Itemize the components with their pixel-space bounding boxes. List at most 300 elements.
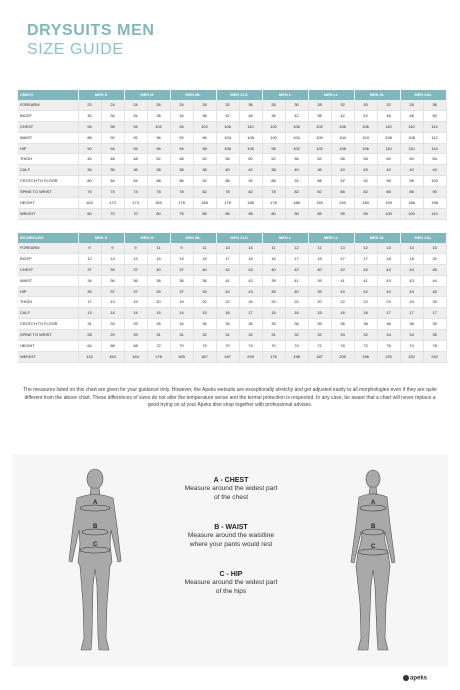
table-cell: 96	[147, 132, 170, 143]
table-cell: 74	[193, 341, 216, 352]
table-cell: 56	[354, 154, 377, 165]
table-cell: 42	[285, 264, 308, 275]
table-cell: 42	[354, 110, 377, 121]
table-cell: 42	[216, 286, 239, 297]
table-cell: 31	[262, 330, 285, 341]
table-cell: 74	[285, 341, 308, 352]
table-cell: 102	[285, 143, 308, 154]
table-cell: 24	[170, 100, 193, 110]
table-cell: 34	[170, 319, 193, 330]
table-cell: 14	[170, 308, 193, 319]
size-column-header: MEN ML	[170, 233, 216, 243]
table-cell: 20	[193, 297, 216, 308]
table-cell: 40	[193, 264, 216, 275]
table-cell: 14	[400, 243, 423, 253]
table-cell: 94	[170, 121, 193, 132]
table-cell: 17	[239, 308, 262, 319]
table-cell: 43	[377, 275, 400, 286]
row-label: THIGH	[18, 297, 78, 308]
size-column-header: MEN M	[124, 233, 170, 243]
table-cell: 80	[147, 208, 170, 219]
table-cell: 30	[78, 110, 101, 121]
table-cell: 38	[193, 110, 216, 121]
table-cell: 43	[377, 264, 400, 275]
table-cell: 94	[124, 121, 147, 132]
row-label: CROTCH TO FLOOR	[18, 319, 78, 330]
table-cell: 35	[308, 319, 331, 330]
row-label: HEIGHT	[18, 341, 78, 352]
table-cell: 98	[262, 143, 285, 154]
size-column-header: MEN XLS	[216, 233, 262, 243]
table-row	[18, 208, 446, 219]
table-cell: 104	[285, 132, 308, 143]
table-cell: 70	[262, 341, 285, 352]
table-cell: 19	[170, 297, 193, 308]
table-cell: 32	[216, 100, 239, 110]
table-row	[18, 165, 446, 176]
table-cell: 102	[308, 121, 331, 132]
table-cell: 40	[331, 286, 354, 297]
table-cell: 17	[354, 253, 377, 264]
table-cell: 64	[78, 341, 101, 352]
table-cell: 96	[377, 176, 400, 187]
table-cell: 60	[78, 208, 101, 219]
table-corner-label: INCHES/LBS	[18, 233, 78, 243]
table-cell: 17	[78, 297, 101, 308]
row-label: HEIGHT	[18, 198, 78, 209]
table-cell: 36	[170, 275, 193, 286]
row-label: WAIST	[18, 275, 78, 286]
table-cell: 15	[423, 243, 446, 253]
table-cell: 18	[377, 253, 400, 264]
table-cell: 34	[377, 330, 400, 341]
table-cell: 82	[239, 187, 262, 198]
table-cell: 9	[78, 243, 101, 253]
measure-hip-desc-1: Measure around the widest part	[184, 579, 278, 586]
table-cell: 15	[193, 308, 216, 319]
table-cell: 74	[400, 341, 423, 352]
table-cell: 106	[354, 143, 377, 154]
table-cell: 36	[423, 100, 446, 110]
table-cell: 92	[354, 176, 377, 187]
table-cell: 108	[239, 132, 262, 143]
table-cell: 26	[147, 100, 170, 110]
table-cell: 86	[170, 176, 193, 187]
table-cell: 13	[331, 243, 354, 253]
table-row	[18, 308, 446, 319]
table-cell: 16	[285, 308, 308, 319]
table-cell: 110	[377, 143, 400, 154]
table-cell: 40	[216, 165, 239, 176]
table-cell: 82	[193, 187, 216, 198]
table-cell: 209	[331, 351, 354, 362]
table-cell: 29	[124, 330, 147, 341]
table-cell: 16	[216, 308, 239, 319]
table-cell: 84	[124, 176, 147, 187]
table-cell: 56	[285, 154, 308, 165]
table-cell: 17	[423, 308, 446, 319]
table-cell: 85	[216, 208, 239, 219]
table-cell: 32	[331, 100, 354, 110]
table-cell: 48	[124, 154, 147, 165]
measure-hip-desc-2: of the hips	[215, 587, 247, 595]
table-cell: 13	[78, 308, 101, 319]
table-cell: 24	[101, 100, 124, 110]
table-cell: 30	[285, 100, 308, 110]
table-cell: 9	[101, 243, 124, 253]
inches-size-table	[18, 233, 447, 363]
table-cell: 60	[400, 154, 423, 165]
table-row	[18, 286, 446, 297]
table-cell: 15	[262, 308, 285, 319]
table-cell: 95	[331, 208, 354, 219]
table-cell: 74	[101, 187, 124, 198]
table-cell: 36	[239, 319, 262, 330]
table-row	[18, 121, 446, 132]
size-column-header: MEN ML	[170, 90, 216, 100]
table-cell: 114	[423, 121, 446, 132]
table-cell: 22	[331, 297, 354, 308]
size-column-header: MEN XXL	[400, 90, 446, 100]
table-cell: 50	[423, 110, 446, 121]
table-cell: 36	[239, 100, 262, 110]
table-cell: 36	[124, 275, 147, 286]
table-cell: 92	[124, 132, 147, 143]
table-cell: 41	[216, 275, 239, 286]
measure-waist	[161, 523, 301, 549]
table-cell: 198	[285, 351, 308, 362]
table-cell: 36	[331, 319, 354, 330]
table-cell: 36	[285, 319, 308, 330]
table-row	[18, 187, 446, 198]
table-row	[18, 110, 446, 121]
logo-mark-icon	[403, 675, 409, 681]
table-cell: 92	[285, 176, 308, 187]
table-cell: 35	[423, 330, 446, 341]
table-cell: 75	[170, 208, 193, 219]
table-cell: 187	[308, 351, 331, 362]
table-cell: 41	[331, 275, 354, 286]
table-cell: 106	[331, 143, 354, 154]
size-column-header: MEN S	[78, 233, 124, 243]
table-cell: 33	[101, 319, 124, 330]
table-cell: 154	[101, 351, 124, 362]
size-column-header: MEN XL	[354, 233, 400, 243]
table-cell: 34	[170, 110, 193, 121]
table-cell: 183	[147, 198, 170, 209]
table-cell: 43	[239, 264, 262, 275]
table-cell: 44	[423, 165, 446, 176]
row-label: THIGH	[18, 154, 78, 165]
row-label: WAIST	[18, 132, 78, 143]
table-cell: 86	[78, 132, 101, 143]
table-row	[18, 351, 446, 362]
table-cell: 220	[400, 351, 423, 362]
table-cell: 13	[170, 253, 193, 264]
table-cell: 178	[262, 198, 285, 209]
row-label: CALF	[18, 165, 78, 176]
table-cell: 43	[377, 286, 400, 297]
table-cell: 31	[216, 330, 239, 341]
table-cell: 242	[423, 351, 446, 362]
table-row	[18, 198, 446, 209]
table-cell: 102	[193, 121, 216, 132]
table-cell: 38	[262, 110, 285, 121]
table-cell: 45	[423, 286, 446, 297]
table-cell: 30	[354, 100, 377, 110]
logo-text: apeks	[410, 675, 428, 682]
table-cell: 112	[423, 132, 446, 143]
table-cell: 43	[239, 275, 262, 286]
table-cell: 104	[331, 132, 354, 143]
table-cell: 42	[331, 264, 354, 275]
table-cell: 178	[170, 198, 193, 209]
table-cell: 68	[101, 341, 124, 352]
table-cell: 56	[331, 154, 354, 165]
table-cell: 64	[423, 154, 446, 165]
table-cell: 39	[262, 275, 285, 286]
table-cell: 98	[101, 121, 124, 132]
table-cell: 38	[377, 319, 400, 330]
table-cell: 38	[400, 319, 423, 330]
table-cell: 38	[147, 165, 170, 176]
measure-waist-desc-1: Measure around the waistline	[187, 532, 275, 539]
table-cell: 44	[78, 154, 101, 165]
page-title: DRYSUITS MEN	[27, 22, 155, 39]
table-cell: 39	[308, 286, 331, 297]
table-cell: 173	[124, 198, 147, 209]
table-cell: 46	[400, 110, 423, 121]
table-cell: 90	[285, 208, 308, 219]
male-label-c: C	[93, 542, 98, 548]
table-cell: 70	[216, 341, 239, 352]
table-cell: 163	[78, 198, 101, 209]
table-cell: 110	[423, 208, 446, 219]
row-label: CHEST	[18, 121, 78, 132]
table-cell: 38	[308, 110, 331, 121]
table-cell: 11	[262, 243, 285, 253]
table-cell: 90	[354, 208, 377, 219]
male-label-b: B	[93, 524, 98, 530]
table-cell: 60	[377, 154, 400, 165]
table-cell: 39	[262, 286, 285, 297]
table-cell: 32	[354, 330, 377, 341]
table-cell: 34	[124, 110, 147, 121]
table-cell: 106	[285, 121, 308, 132]
female-label-b: B	[371, 524, 376, 530]
table-cell: 88	[147, 176, 170, 187]
table-cell: 74	[124, 187, 147, 198]
table-cell: 13	[377, 243, 400, 253]
table-cell: 76	[78, 187, 101, 198]
table-row	[18, 143, 446, 154]
table-cell: 88	[262, 176, 285, 187]
table-cell: 20	[262, 297, 285, 308]
table-cell: 188	[193, 198, 216, 209]
table-cell: 84	[101, 176, 124, 187]
table-cell: 18	[239, 253, 262, 264]
table-cell: 52	[193, 154, 216, 165]
table-cell: 32	[239, 330, 262, 341]
table-cell: 14	[239, 243, 262, 253]
table-row	[18, 176, 446, 187]
table-cell: 34	[78, 275, 101, 286]
table-cell: 132	[78, 351, 101, 362]
table-cell: 92	[193, 176, 216, 187]
table-cell: 12	[285, 243, 308, 253]
table-cell: 37	[101, 286, 124, 297]
table-cell: 11	[308, 243, 331, 253]
table-cell: 16	[354, 308, 377, 319]
table-cell: 40	[354, 165, 377, 176]
size-column-header: MEN XLS	[216, 90, 262, 100]
table-cell: 20	[423, 253, 446, 264]
table-cell: 37	[78, 264, 101, 275]
table-cell: 110	[239, 121, 262, 132]
apeks-logo	[403, 675, 427, 682]
table-cell: 15	[308, 253, 331, 264]
table-cell: 100	[308, 132, 331, 143]
table-cell: 13	[216, 243, 239, 253]
row-label: BICEP	[18, 110, 78, 121]
table-cell: 36	[170, 165, 193, 176]
table-cell: 96	[193, 132, 216, 143]
table-cell: 86	[400, 187, 423, 198]
table-cell: 22	[216, 297, 239, 308]
measure-hip	[161, 570, 301, 596]
measure-chest	[161, 476, 301, 502]
table-cell: 178	[216, 198, 239, 209]
table-cell: 42	[354, 286, 377, 297]
table-cell: 17	[377, 308, 400, 319]
table-cell: 18	[400, 253, 423, 264]
table-cell: 173	[101, 198, 124, 209]
table-cell: 94	[78, 121, 101, 132]
table-cell: 183	[308, 198, 331, 209]
male-label-a: A	[93, 500, 98, 506]
table-cell: 187	[216, 351, 239, 362]
table-cell: 41	[354, 275, 377, 286]
table-cell: 74	[239, 341, 262, 352]
table-cell: 96	[400, 176, 423, 187]
size-column-header: MEN L	[262, 233, 308, 243]
measure-hip-title: C - HIP	[219, 571, 243, 578]
table-cell: 110	[377, 121, 400, 132]
table-cell: 100	[400, 208, 423, 219]
table-cell: 78	[147, 187, 170, 198]
row-label: WEIGHT	[18, 208, 78, 219]
measure-chest-desc-1: Measure around the widest part	[184, 485, 278, 492]
table-cell: 80	[262, 208, 285, 219]
table-cell: 183	[354, 198, 377, 209]
table-cell: 34	[331, 330, 354, 341]
table-cell: 90	[78, 143, 101, 154]
table-cell: 102	[147, 121, 170, 132]
table-row	[18, 275, 446, 286]
table-row	[18, 154, 446, 165]
table-cell: 22	[285, 297, 308, 308]
table-cell: 92	[101, 132, 124, 143]
table-cell: 92	[170, 132, 193, 143]
table-cell: 96	[147, 143, 170, 154]
table-cell: 15	[262, 253, 285, 264]
table-cell: 42	[354, 264, 377, 275]
table-cell: 94	[170, 143, 193, 154]
table-cell: 44	[423, 275, 446, 286]
table-cell: 15	[147, 308, 170, 319]
table-row	[18, 341, 446, 352]
table-cell: 102	[308, 143, 331, 154]
row-label: WEIGHT	[18, 351, 78, 362]
table-cell: 114	[423, 143, 446, 154]
table-cell: 56	[216, 154, 239, 165]
table-cell: 46	[239, 110, 262, 121]
table-cell: 82	[354, 187, 377, 198]
table-cell: 94	[101, 143, 124, 154]
table-cell: 43	[400, 275, 423, 286]
table-cell: 80	[78, 176, 101, 187]
table-cell: 13	[101, 253, 124, 264]
table-cell: 188	[239, 198, 262, 209]
table-cell: 14	[101, 308, 124, 319]
table-cell: 100	[423, 176, 446, 187]
table-cell: 40	[262, 264, 285, 275]
table-cell: 36	[193, 319, 216, 330]
table-cell: 209	[239, 351, 262, 362]
table-cell: 39	[101, 264, 124, 275]
table-cell: 110	[400, 143, 423, 154]
table-cell: 19	[124, 297, 147, 308]
female-body-figure	[343, 466, 403, 656]
row-label: SPINE TO WRIST	[18, 330, 78, 341]
table-header-row	[18, 233, 446, 243]
table-cell: 220	[377, 351, 400, 362]
size-column-header: MEN S	[78, 90, 124, 100]
table-cell: 24	[377, 297, 400, 308]
table-cell: 36	[308, 165, 331, 176]
table-cell: 17	[331, 253, 354, 264]
table-cell: 35	[262, 319, 285, 330]
page-subtitle: SIZE GUIDE	[27, 41, 124, 58]
table-cell: 38	[147, 110, 170, 121]
table-cell: 28	[78, 330, 101, 341]
table-cell: 38	[147, 275, 170, 286]
table-cell: 14	[124, 308, 147, 319]
measure-chest-title: A - CHEST	[213, 477, 249, 484]
table-cell: 15	[308, 308, 331, 319]
table-cell: 102	[262, 121, 285, 132]
size-column-header: MEN M	[124, 90, 170, 100]
table-cell: 70	[101, 208, 124, 219]
table-cell: 34	[101, 110, 124, 121]
table-cell: 68	[124, 341, 147, 352]
table-cell: 92	[239, 176, 262, 187]
table-cell: 31	[78, 319, 101, 330]
table-cell: 72	[354, 341, 377, 352]
table-cell: 78	[423, 341, 446, 352]
table-cell: 19	[101, 297, 124, 308]
table-cell: 24	[124, 100, 147, 110]
table-cell: 36	[124, 165, 147, 176]
table-cell: 98	[193, 143, 216, 154]
measure-chest-desc-2: of the chest	[213, 493, 249, 501]
table-cell: 11	[147, 243, 170, 253]
table-cell: 94	[124, 143, 147, 154]
table-cell: 36	[354, 319, 377, 330]
table-cell: 28	[262, 100, 285, 110]
table-cell: 104	[354, 132, 377, 143]
table-cell: 104	[216, 132, 239, 143]
